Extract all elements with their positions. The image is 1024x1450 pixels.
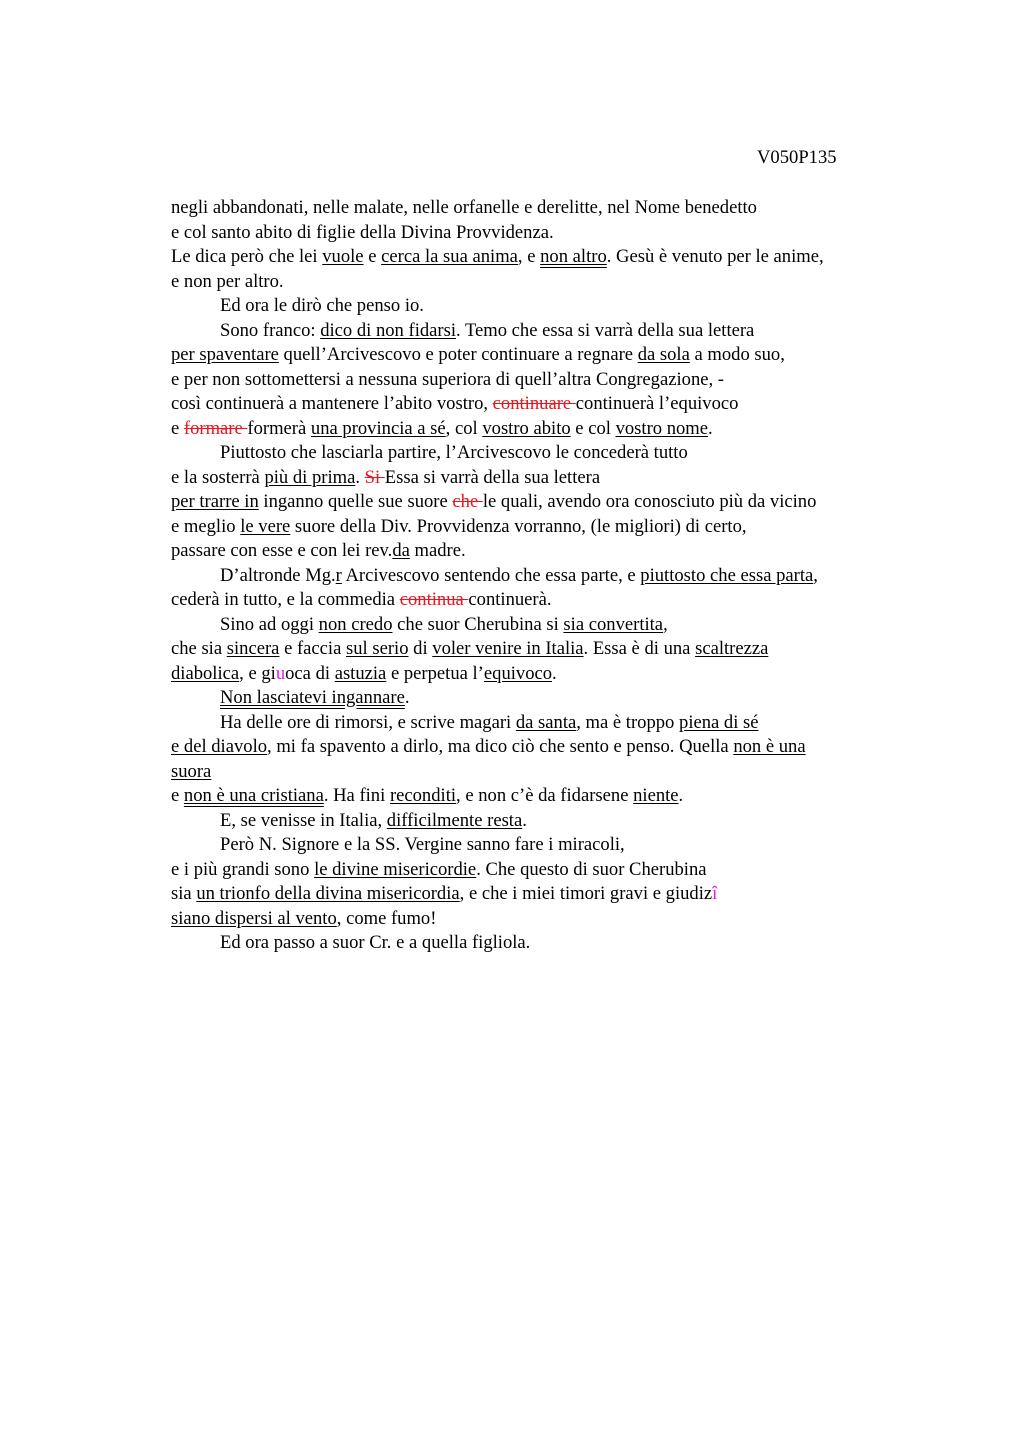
underlined-text: per trarre in — [171, 491, 259, 512]
text-line — [171, 245, 911, 270]
underlined-text: astuzia — [334, 662, 387, 684]
letter-body — [171, 196, 911, 956]
underlined-text: da santa — [515, 711, 577, 733]
underlined-text: da sola — [637, 344, 690, 365]
underlined-text: suora — [171, 760, 212, 782]
text-line — [171, 539, 911, 564]
text-line — [171, 613, 911, 638]
underlined-text: le vere — [240, 515, 291, 537]
deleted-text: che — [452, 491, 483, 512]
text-segment: e — [363, 246, 382, 267]
text-segment: . Gesù è venuto per le anime, — [606, 246, 824, 267]
text-line — [171, 368, 911, 393]
text-segment: D’altronde Mg. — [220, 564, 336, 586]
underlined-text: non credo — [318, 613, 393, 635]
text-segment: e col — [570, 417, 616, 439]
text-segment: Sono franco: — [220, 319, 321, 341]
text-segment: e la sosterrà — [171, 466, 265, 488]
text-segment: . — [678, 785, 684, 806]
text-line — [171, 196, 911, 221]
text-segment: cederà in tutto, e la commedia — [171, 589, 400, 610]
text-line — [171, 270, 911, 295]
text-segment: . Che questo di suor Cherubina — [476, 858, 707, 880]
text-line — [171, 760, 911, 785]
text-line — [171, 441, 911, 466]
text-segment: . — [522, 809, 527, 831]
text-segment: , come fumo! — [336, 907, 437, 929]
underlined-text: sia convertita — [563, 613, 664, 635]
text-segment: e perpetua l’ — [386, 662, 484, 684]
text-segment: e meglio — [171, 515, 241, 537]
page-identifier: V050P135 — [757, 147, 837, 168]
text-line — [171, 882, 911, 907]
text-segment: formerà — [247, 417, 311, 439]
text-segment: Arcivescovo sentendo che essa parte, e — [341, 564, 641, 586]
text-segment: . Essa è di una — [583, 638, 696, 659]
text-segment: E, se venisse in Italia, — [220, 809, 387, 831]
text-line — [171, 515, 911, 540]
double-underlined-text: non è una cristiana — [183, 785, 324, 806]
underlined-text: vostro abito — [482, 417, 571, 439]
text-segment: , col — [445, 417, 483, 439]
text-segment: . Ha fini — [323, 785, 390, 806]
text-line — [171, 588, 911, 613]
underlined-text: un trionfo della divina misericordia — [196, 883, 460, 904]
text-line — [171, 686, 911, 711]
text-segment: le quali, avendo ora conosciuto più da vicino — [482, 491, 817, 512]
text-line — [171, 466, 911, 491]
underlined-text: sul serio — [346, 638, 409, 659]
text-segment: Però N. Signore e la SS. Vergine sanno fare i miracoli, — [220, 834, 625, 855]
text-segment: quell’Arcivescovo e poter continuare a regnare — [278, 344, 638, 365]
text-segment: passare con esse e con lei rev. — [171, 540, 393, 561]
text-line — [171, 294, 911, 319]
underlined-text: da — [392, 540, 410, 561]
underlined-text: vostro nome — [615, 417, 709, 439]
underlined-text: dico di non fidarsi — [320, 319, 456, 341]
text-segment: . — [552, 662, 557, 684]
underlined-text: niente — [633, 785, 679, 806]
text-line — [171, 564, 911, 589]
text-segment: e per non sottomettersi a nessuna superiora di quell’altra Congregazione, - — [171, 368, 724, 390]
text-segment: , ma è troppo — [576, 711, 680, 733]
text-segment: Piuttosto che lasciarla partire, l’Arcivescovo le concederà tutto — [220, 442, 688, 463]
text-segment: Essa si varrà della sua lettera — [384, 466, 601, 488]
text-segment: e faccia — [279, 638, 346, 659]
text-segment: Sino ad oggi — [220, 613, 319, 635]
text-line — [171, 735, 911, 760]
text-segment: continuerà. — [468, 589, 552, 610]
text-segment: e non per altro. — [171, 270, 284, 292]
text-segment: così continuerà a mantenere l’abito vostro, — [171, 393, 493, 414]
underlined-text: non è una — [733, 736, 806, 757]
underlined-text: diabolica — [171, 662, 240, 684]
underlined-text: voler venire in Italia — [432, 638, 584, 659]
text-segment: e i più grandi sono — [171, 858, 315, 880]
text-line — [171, 637, 911, 662]
text-segment: , mi fa spavento a dirlo, ma dico ciò che sento e penso. Quella — [267, 736, 734, 757]
text-segment: e — [171, 785, 184, 806]
text-segment: negli abbandonati, nelle malate, nelle orfanelle e derelitte, nel Nome benedetto — [171, 197, 757, 218]
text-line — [171, 319, 911, 344]
underlined-text: e del diavolo — [171, 736, 268, 757]
underlined-text: siano dispersi al vento — [171, 907, 337, 929]
underlined-text: equivoco — [483, 662, 553, 684]
underlined-text: vuole — [322, 246, 364, 267]
text-segment: , — [813, 564, 818, 586]
text-segment: inganno quelle sue suore — [258, 491, 453, 512]
text-segment: sia — [171, 883, 197, 904]
text-segment: e col santo abito di figlie della Divina Provvidenza. — [171, 221, 554, 243]
text-segment: Ha delle ore di rimorsi, e scrive magari — [220, 711, 516, 733]
text-segment: , — [663, 613, 668, 635]
text-segment: . — [708, 417, 713, 439]
text-segment: a modo suo, — [689, 344, 785, 365]
underlined-text: più di prima — [264, 466, 356, 488]
text-line — [171, 907, 911, 932]
inserted-character: î — [712, 883, 718, 904]
text-segment: continuerà l’equivoco — [575, 393, 739, 414]
text-line — [171, 858, 911, 883]
text-segment: . Temo che essa si varrà della sua lettera — [456, 319, 755, 341]
text-segment: suore della Div. Provvidenza vorranno, (le migliori) di certo, — [290, 515, 747, 537]
text-segment: Ed ora le dirò che penso io. — [220, 295, 424, 316]
text-segment: che sia — [171, 638, 227, 659]
underlined-text: una provincia a sé — [310, 417, 446, 439]
text-segment: e — [171, 417, 184, 439]
text-segment: di — [408, 638, 433, 659]
text-line — [171, 221, 911, 246]
underlined-text: piuttosto che essa parta — [640, 564, 814, 586]
text-segment: , e che i miei timori gravi e giudiz — [459, 883, 713, 904]
text-line — [171, 417, 911, 442]
text-segment: . — [355, 466, 365, 488]
text-line — [171, 784, 911, 809]
text-segment: . — [404, 687, 410, 708]
underlined-text: scaltrezza — [695, 638, 769, 659]
text-segment: , e non c’è da fidarsene — [456, 785, 634, 806]
text-segment: , e gi — [239, 662, 276, 684]
underlined-text: piena di sé — [679, 711, 759, 733]
text-line — [171, 809, 911, 834]
text-line — [171, 931, 911, 956]
underlined-text: difficilmente resta — [386, 809, 523, 831]
underlined-text: per spaventare — [171, 344, 279, 365]
underlined-text: reconditi — [389, 785, 457, 806]
text-segment: Le dica però che lei — [171, 246, 323, 267]
underlined-text: le divine misericordie — [314, 858, 477, 880]
underlined-text: sincera — [226, 638, 280, 659]
double-underlined-text: Non lasciatevi ingannare — [220, 687, 405, 708]
deleted-text: continuare — [492, 393, 576, 414]
text-line — [171, 833, 911, 858]
text-segment: oca di — [285, 662, 335, 684]
text-segment: , e — [517, 246, 541, 267]
inserted-character: u — [275, 662, 286, 684]
deleted-text: formare — [183, 417, 248, 439]
text-line — [171, 392, 911, 417]
text-line — [171, 662, 911, 687]
text-line — [171, 490, 911, 515]
text-line — [171, 343, 911, 368]
text-segment: madre. — [409, 540, 466, 561]
double-underlined-text: non altro — [540, 246, 607, 267]
text-segment: Ed ora passo a suor Cr. e a quella figliola. — [220, 932, 531, 953]
text-line — [171, 711, 911, 736]
underlined-text: cerca la sua anima — [381, 246, 518, 267]
text-segment: che suor Cherubina si — [392, 613, 564, 635]
underlined-text: r — [335, 564, 342, 586]
deleted-text: Si — [364, 466, 385, 488]
deleted-text: continua — [399, 589, 469, 610]
